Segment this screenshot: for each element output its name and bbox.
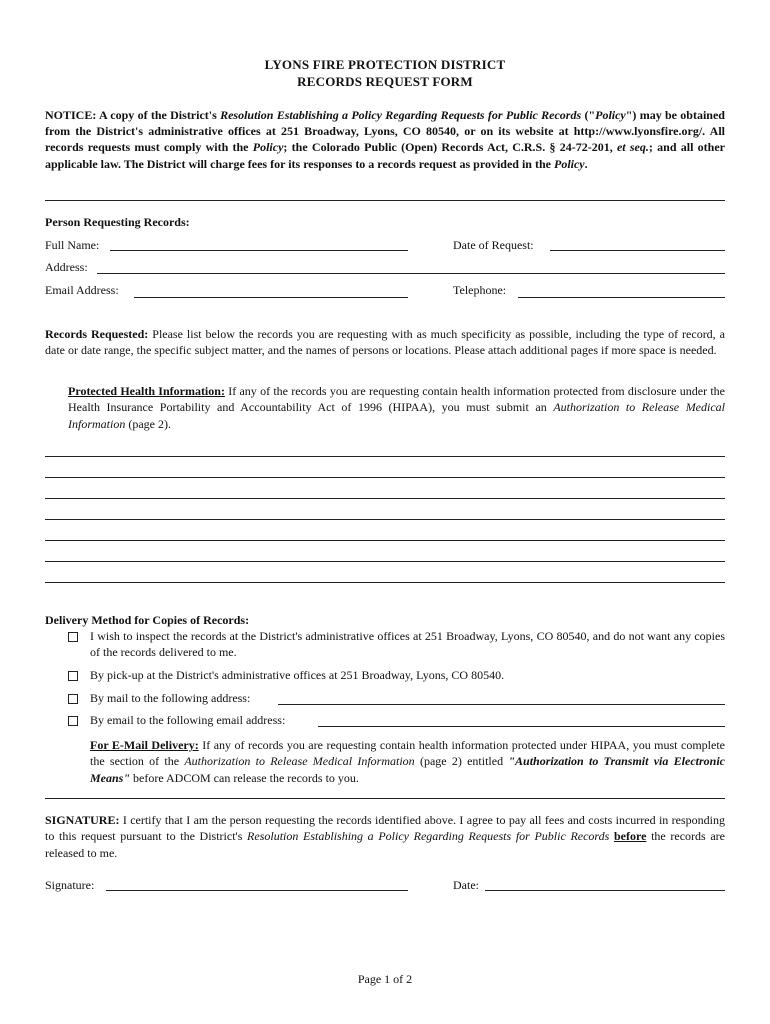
email-delivery-text1: If any of records you are requesting contain health information protected under HIPAA, you must complete the section of the [90, 738, 725, 769]
signature-divider [45, 798, 725, 799]
signature-text2: the records are released to me. [45, 829, 726, 860]
email-delivery-text3: before ADCOM can release the records to you. [130, 770, 359, 785]
records-line[interactable] [45, 540, 725, 541]
email-delivery-heading: For E-Mail Delivery: [90, 738, 199, 752]
notice-lead: NOTICE: A copy of the District's [45, 108, 221, 122]
date-of-request-label: Date of Request: [453, 238, 534, 252]
signature-paragraph [45, 812, 725, 861]
records-line[interactable] [45, 456, 725, 457]
address-label: Address: [45, 260, 88, 274]
notice-paragraph [45, 107, 725, 172]
records-line[interactable] [45, 582, 725, 583]
notice-part2: (" [581, 108, 596, 122]
form-title-line2: RECORDS REQUEST FORM [297, 74, 473, 89]
requester-heading: Person Requesting Records: [45, 215, 190, 229]
email-address-label: Email Address: [45, 283, 119, 297]
notice-part4: ; the Colorado Public (Open) Records Act, C.R.S. § 24-72-201, [283, 140, 617, 155]
signature-label: Signature: [45, 878, 95, 892]
phi-paragraph [68, 383, 725, 432]
pickup-checkbox[interactable] [68, 671, 78, 681]
signature-heading: SIGNATURE: [45, 813, 120, 827]
phi-form-name: Authorization to Release Medical Information [68, 400, 726, 431]
email-delivery-note [90, 737, 725, 786]
phi-end: (page 2). [125, 416, 171, 431]
records-line[interactable] [45, 519, 725, 520]
phi-heading: Protected Health Information: [68, 384, 225, 398]
page-number: Page 1 of 2 [357, 972, 413, 986]
section-divider [45, 200, 725, 201]
records-line[interactable] [45, 477, 725, 478]
inspect-option-label: I wish to inspect the records at the District's administrative offices at 251 Broadway, Lyons, CO 80540, and do not want any copies of the records delivered to me. [90, 629, 725, 660]
full-name-label: Full Name: [45, 238, 100, 252]
email-address-field[interactable] [134, 297, 408, 298]
signature-before-word: before [613, 829, 647, 844]
date-of-request-field[interactable] [550, 250, 725, 251]
address-field[interactable] [97, 273, 725, 274]
notice-policy-word-2: Policy [252, 140, 284, 155]
signature-date-label: Date: [453, 878, 479, 892]
delivery-heading: Delivery Method for Copies of Records: [45, 613, 250, 627]
signature-date-field[interactable] [485, 890, 725, 891]
email-delivery-text2: (page 2) entitled [414, 754, 509, 769]
mail-option-label: By mail to the following address: [90, 691, 251, 705]
email-delivery-form-name: Authorization to Release Medical Information [184, 754, 415, 769]
mail-checkbox[interactable] [68, 694, 78, 704]
notice-policy-word-3: Policy [553, 156, 585, 171]
notice-part5: ; and all other applicable law. The District will charge fees for its responses to a records request as provided in the [45, 140, 725, 171]
records-requested-text: Please list below the records you are requesting with as much specificity as possible, including the type of record, a date or date range, the specific subject matter, and the names of persons or locations. Please attach additional pages if more space is needed. [45, 327, 725, 358]
signature-resolution: Resolution Establishing a Policy Regarding Requests for Public Records [247, 829, 610, 844]
email-delivery-section-title: "Authorization to Transmit via Electronic Means" [90, 754, 725, 785]
email-delivery-field[interactable] [318, 726, 725, 727]
mail-address-field[interactable] [278, 704, 725, 705]
records-line[interactable] [45, 561, 725, 562]
telephone-field[interactable] [518, 297, 725, 298]
inspect-checkbox[interactable] [68, 632, 78, 642]
form-title-line1: LYONS FIRE PROTECTION DISTRICT [264, 57, 506, 72]
records-line[interactable] [45, 498, 725, 499]
signature-field[interactable] [106, 890, 408, 891]
phi-text: If any of the records you are requesting contain health information protected from disclosure under the Health Insurance Portability and Accountability Act of 1996 (HIPAA), you must submit an [68, 384, 726, 415]
records-requested-paragraph [45, 326, 725, 359]
email-option-label: By email to the following email address: [90, 713, 286, 727]
full-name-field[interactable] [110, 250, 408, 251]
pickup-option-label: By pick-up at the District's administrative offices at 251 Broadway, Lyons, CO 80540. [90, 668, 505, 682]
email-checkbox[interactable] [68, 716, 78, 726]
signature-text1: I certify that I am the person requesting the records identified above. I agree to pay all fees and costs incurred in responding to this request pursuant to the District's [45, 813, 725, 844]
notice-part6: . [584, 156, 588, 171]
notice-policy-word: Policy [595, 108, 626, 122]
notice-policy-title: Resolution Establishing a Policy Regarding Requests for Public Records [220, 108, 582, 122]
telephone-label: Telephone: [453, 283, 507, 297]
notice-et-seq: et seq. [616, 140, 649, 155]
records-requested-heading: Records Requested: [45, 327, 149, 341]
notice-part3: ") may be obtained from the District's administrative offices at 251 Broadway, Lyons, CO 80540, or on its website at http://www.lyonsfire.org/. All records requests must comply with the [45, 108, 725, 155]
